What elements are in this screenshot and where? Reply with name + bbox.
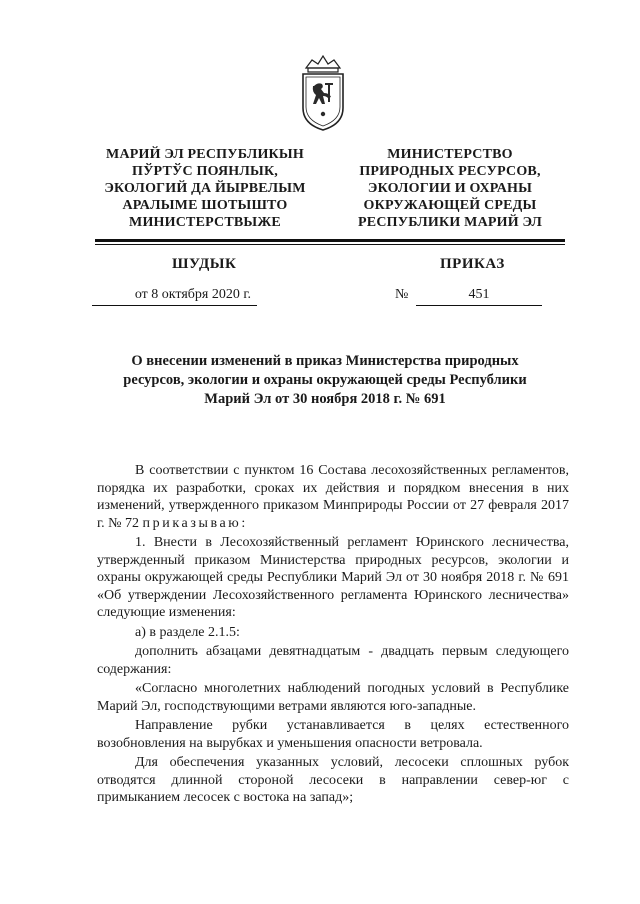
order-title <box>90 352 560 409</box>
preamble-text: В соответствии с пунктом 16 Состава лесохозяйственных регламентов, порядка их разработки, сроках их действия и порядком внесения в них изменений, утвержденного приказом Минприроды России от 27 февраля 2017 г. № 72 <box>97 463 569 531</box>
ministry-name-russian <box>345 146 555 231</box>
header-left-line: АРАЛЫМЕ ШОТЫШТО <box>122 198 288 213</box>
doc-type-russian: ПРИКАЗ <box>440 256 505 272</box>
title-line: ресурсов, экологии и охраны окружающей среды Республики <box>123 372 527 388</box>
paragraph-quote-winds: «Согласно многолетних наблюдений погодных условий в Республике Марий Эл, господствующими ветрами являются юго-западные. <box>97 681 569 714</box>
coat-of-arms-emblem <box>298 50 348 132</box>
header-right-line: ЭКОЛОГИИ И ОХРАНЫ <box>367 181 533 196</box>
doc-type-mari: ШУДЫК <box>172 256 237 272</box>
ministry-name-mari <box>80 146 330 231</box>
paragraph-item-1: 1. Внести в Лесохозяйственный регламент Юринского лесничества, утвержденный приказом Министерства природных ресурсов, экологии и охраны окружающей среды Республики Марий Эл от 30 ноября 2018 г. № 691 «Об утверждении Лесохозяйственного регламента Юринского лесничества» следующие изменения: <box>97 535 569 620</box>
header-left-line: МИНИСТЕРСТВЫЖЕ <box>129 215 281 230</box>
header-right-line: ОКРУЖАЮЩЕЙ СРЕДЫ <box>363 198 537 213</box>
header-left-line: ПЎРТЎС ПОЯНЛЫК, <box>131 164 279 179</box>
header-right-line: МИНИСТЕРСТВО <box>387 147 513 162</box>
paragraph-amend-instruction: дополнить абзацами девятнадцатым - двадцать первым следующего содержания: <box>97 644 569 677</box>
title-line: Марий Эл от 30 ноября 2018 г. № 691 <box>204 391 446 407</box>
order-number-label: № <box>395 287 409 302</box>
order-date: от 8 октября 2020 г. <box>92 287 257 306</box>
paragraph-subitem-a: а) в разделе 2.1.5: <box>135 624 240 640</box>
order-number: 451 <box>416 287 542 306</box>
header-divider-thick <box>95 239 565 242</box>
header-right-line: РЕСПУБЛИКИ МАРИЙ ЭЛ <box>358 215 542 230</box>
order-body <box>97 462 569 809</box>
header-left-line: МАРИЙ ЭЛ РЕСПУБЛИКЫН <box>106 147 304 162</box>
header-right-line: ПРИРОДНЫХ РЕСУРСОВ, <box>359 164 541 179</box>
header-left-line: ЭКОЛОГИЙ ДА ЙЫРВЕЛЫМ <box>104 181 306 196</box>
title-line: О внесении изменений в приказ Министерства природных <box>131 353 519 369</box>
header-divider-thin <box>95 244 565 245</box>
paragraph-quote-direction: Направление рубки устанавливается в целях естественного возобновления на вырубках и уменьшения опасности ветровала. <box>97 718 569 751</box>
paragraph-quote-conditions: Для обеспечения указанных условий, лесосеки сплошных рубок отводятся длинной стороной лесосеки в направлении север-юг с примыканием лесосек с востока на запад»; <box>97 755 569 805</box>
order-word: приказываю: <box>142 515 248 531</box>
paragraph-preamble <box>97 462 569 532</box>
